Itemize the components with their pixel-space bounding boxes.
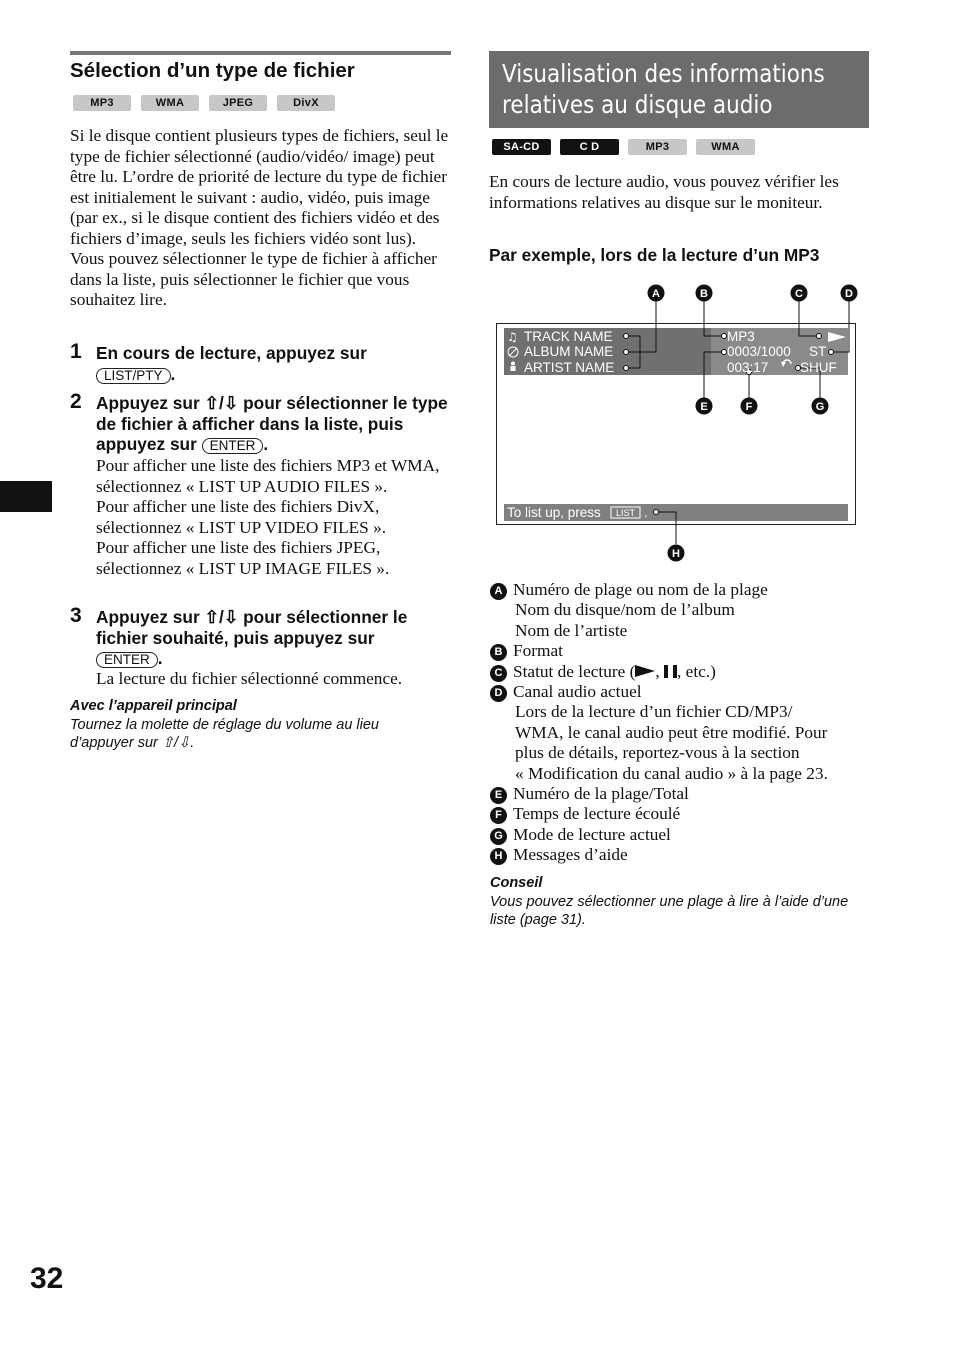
badge-sa-cd: SA-CD: [492, 139, 551, 155]
step-3-title: [96, 607, 451, 669]
step-2-body-image: Pour afficher une liste des fichiers JPEG, sélectionnez « LIST UP IMAGE FILES ».: [96, 538, 390, 578]
legend-key-g: G: [490, 828, 507, 845]
screen-list-key-label: LIST: [615, 508, 636, 518]
intro-paragraph: Si le disque contient plusieurs types de fichiers, seul le type de fichier sélectionné (audio/vidéo/ image) peut être lu. L’ordre de priorité de lecture du type de fichier est initialement le suivant : audio, vidéo, puis image (par ex., si le disque contient des fichiers vidéo et des fichiers d’image, seuls les fichiers vidéo sont lus). Vous pouvez sélectionner le type de fichier à afficher dans la liste, puis sélectionner le fichier que vous souhaitez lire.: [70, 126, 449, 309]
note-text: Tournez la molette de réglage du volume au lieu d’appuyer sur: [70, 717, 379, 751]
screen-album-name: ALBUM NAME: [524, 344, 614, 359]
pause-icon: [664, 665, 677, 678]
up-down-arrows-icon: ⇧/⇩: [204, 393, 239, 413]
step-1-number: 1: [70, 340, 82, 363]
screen-help-end: .: [644, 505, 648, 520]
callout-g-label: G: [815, 401, 825, 413]
screen-play-mode: SHUF: [800, 360, 837, 375]
legend-text: Numéro de la plage/Total: [513, 784, 689, 804]
chapter-tab: [0, 481, 52, 512]
callout-e-label: E: [700, 401, 708, 413]
up-down-arrows-icon: ⇧/⇩: [204, 607, 239, 627]
callout-a-label: A: [652, 288, 660, 300]
screen-time: 003:17: [727, 360, 769, 375]
step-2-title: [96, 393, 451, 455]
music-note-icon: ♫: [507, 330, 518, 344]
enter-button: ENTER: [202, 438, 264, 454]
legend-text: Nom de l’artiste: [515, 620, 628, 640]
badge-wma: WMA: [696, 139, 755, 155]
legend-item-h: [490, 845, 870, 865]
step-3-text-b: pour sélectionner le fichier souhaité, puis appuyez sur: [96, 607, 408, 648]
banner-title-line-2: relatives au disque audio: [502, 90, 773, 119]
banner-title: [502, 58, 825, 120]
legend-text: , etc.): [677, 661, 716, 681]
enter-button: ENTER: [96, 652, 158, 668]
screen-artist-name: ARTIST NAME: [524, 360, 615, 375]
step-3-number: 3: [70, 604, 82, 627]
legend-text: Statut de lecture (: [513, 661, 636, 681]
step-3-body: La lecture du fichier sélectionné commence.: [96, 669, 403, 688]
legend-item-d: [490, 682, 870, 784]
legend-key-f: F: [490, 807, 507, 824]
legend-text: WMA, le canal audio peut être modifié. Pour: [515, 722, 828, 742]
list-pty-button: LIST/PTY: [96, 368, 171, 384]
note-title: Avec l’appareil principal: [70, 698, 237, 714]
screen-audio-channel: ST: [809, 344, 827, 359]
step-1-title: [96, 343, 451, 384]
monitor-diagram: [480, 280, 870, 570]
section-heading: Sélection d’un type de fichier: [70, 59, 355, 82]
legend-list: [490, 580, 870, 866]
step-3-end: .: [157, 648, 163, 668]
note-end: .: [190, 735, 195, 751]
legend-text: Temps de lecture écoulé: [513, 804, 681, 824]
legend-text: Canal audio actuel: [513, 682, 642, 702]
step-2-text-b: pour sélectionner le type de fichier à afficher dans la liste, puis appuyez sur: [96, 393, 448, 454]
tip-body: Vous pouvez sélectionner une plage à lire à l’aide d’une liste (page 31).: [490, 894, 849, 928]
legend-key-a: A: [490, 583, 507, 600]
legend-item-b: [490, 641, 870, 661]
screen-track-count: 0003/1000: [727, 344, 791, 359]
legend-key-b: B: [490, 644, 507, 661]
step-2-body-audio: Pour afficher une liste des fichiers MP3 et WMA, sélectionnez « LIST UP AUDIO FILES ».: [96, 456, 440, 496]
note-body: [70, 716, 430, 752]
up-down-arrows-icon: ⇧/⇩: [161, 735, 191, 751]
section-rule: [70, 51, 451, 55]
legend-item-g: [490, 825, 870, 845]
legend-key-c: C: [490, 665, 507, 682]
legend-text: Lors de la lecture d’un fichier CD/MP3/: [515, 702, 793, 722]
step-2-number: 2: [70, 390, 82, 413]
format-badges: [73, 95, 335, 111]
legend-key-e: E: [490, 787, 507, 804]
step-2-end: .: [263, 434, 269, 454]
legend-item-c: C Statut de lecture ( , , etc.): [490, 662, 870, 682]
step-2-text-a: Appuyez sur: [96, 393, 200, 413]
badge-cd: C D: [560, 139, 619, 155]
legend-key-h: H: [490, 848, 507, 865]
disc-badges: [492, 139, 755, 155]
tip-title: Conseil: [490, 875, 543, 891]
legend-text: Nom du disque/nom de l’album: [515, 600, 735, 620]
legend-text: plus de détails, reportez-vous à la section: [515, 743, 800, 763]
right-intro: En cours de lecture audio, vous pouvez vérifier les informations relatives au disque sur le moniteur.: [489, 172, 839, 212]
step-2-body-video: Pour afficher une liste des fichiers DivX, sélectionnez « LIST UP VIDEO FILES ».: [96, 497, 387, 537]
legend-text: « Modification du canal audio » à la page 23.: [515, 763, 828, 783]
page-number: 32: [30, 1262, 64, 1295]
badge-mp3: MP3: [73, 95, 131, 111]
callout-c-label: C: [795, 288, 803, 300]
artist-icon: [511, 362, 515, 366]
legend-text: Numéro de plage ou nom de la plage: [513, 580, 768, 599]
callout-h-label: H: [672, 548, 680, 560]
step-1-text: En cours de lecture, appuyez sur: [96, 343, 367, 363]
legend-text: Format: [513, 641, 563, 661]
screen-format: MP3: [727, 329, 755, 344]
step-2-body: [96, 456, 441, 579]
badge-jpeg: JPEG: [209, 95, 267, 111]
legend-item-e: [490, 784, 870, 804]
banner-title-line-1: Visualisation des informations: [502, 59, 825, 88]
callout-d-label: D: [845, 288, 853, 300]
callout-b-label: B: [700, 288, 708, 300]
legend-key-d: D: [490, 685, 507, 702]
step-1-end: .: [170, 363, 176, 384]
legend-item-a: [490, 580, 870, 641]
example-heading: Par exemple, lors de la lecture d’un MP3: [489, 245, 820, 265]
screen-track-name: TRACK NAME: [524, 329, 613, 344]
badge-wma: WMA: [141, 95, 199, 111]
callout-f-label: F: [745, 401, 753, 413]
legend-text: Mode de lecture actuel: [513, 824, 671, 844]
legend-text: Messages d’aide: [513, 845, 628, 865]
screen-help-text: To list up, press: [507, 505, 601, 520]
play-icon: [635, 665, 655, 677]
badge-divx: DivX: [277, 95, 335, 111]
legend-item-f: [490, 804, 870, 824]
badge-mp3: MP3: [628, 139, 687, 155]
step-3-text-a: Appuyez sur: [96, 607, 200, 627]
